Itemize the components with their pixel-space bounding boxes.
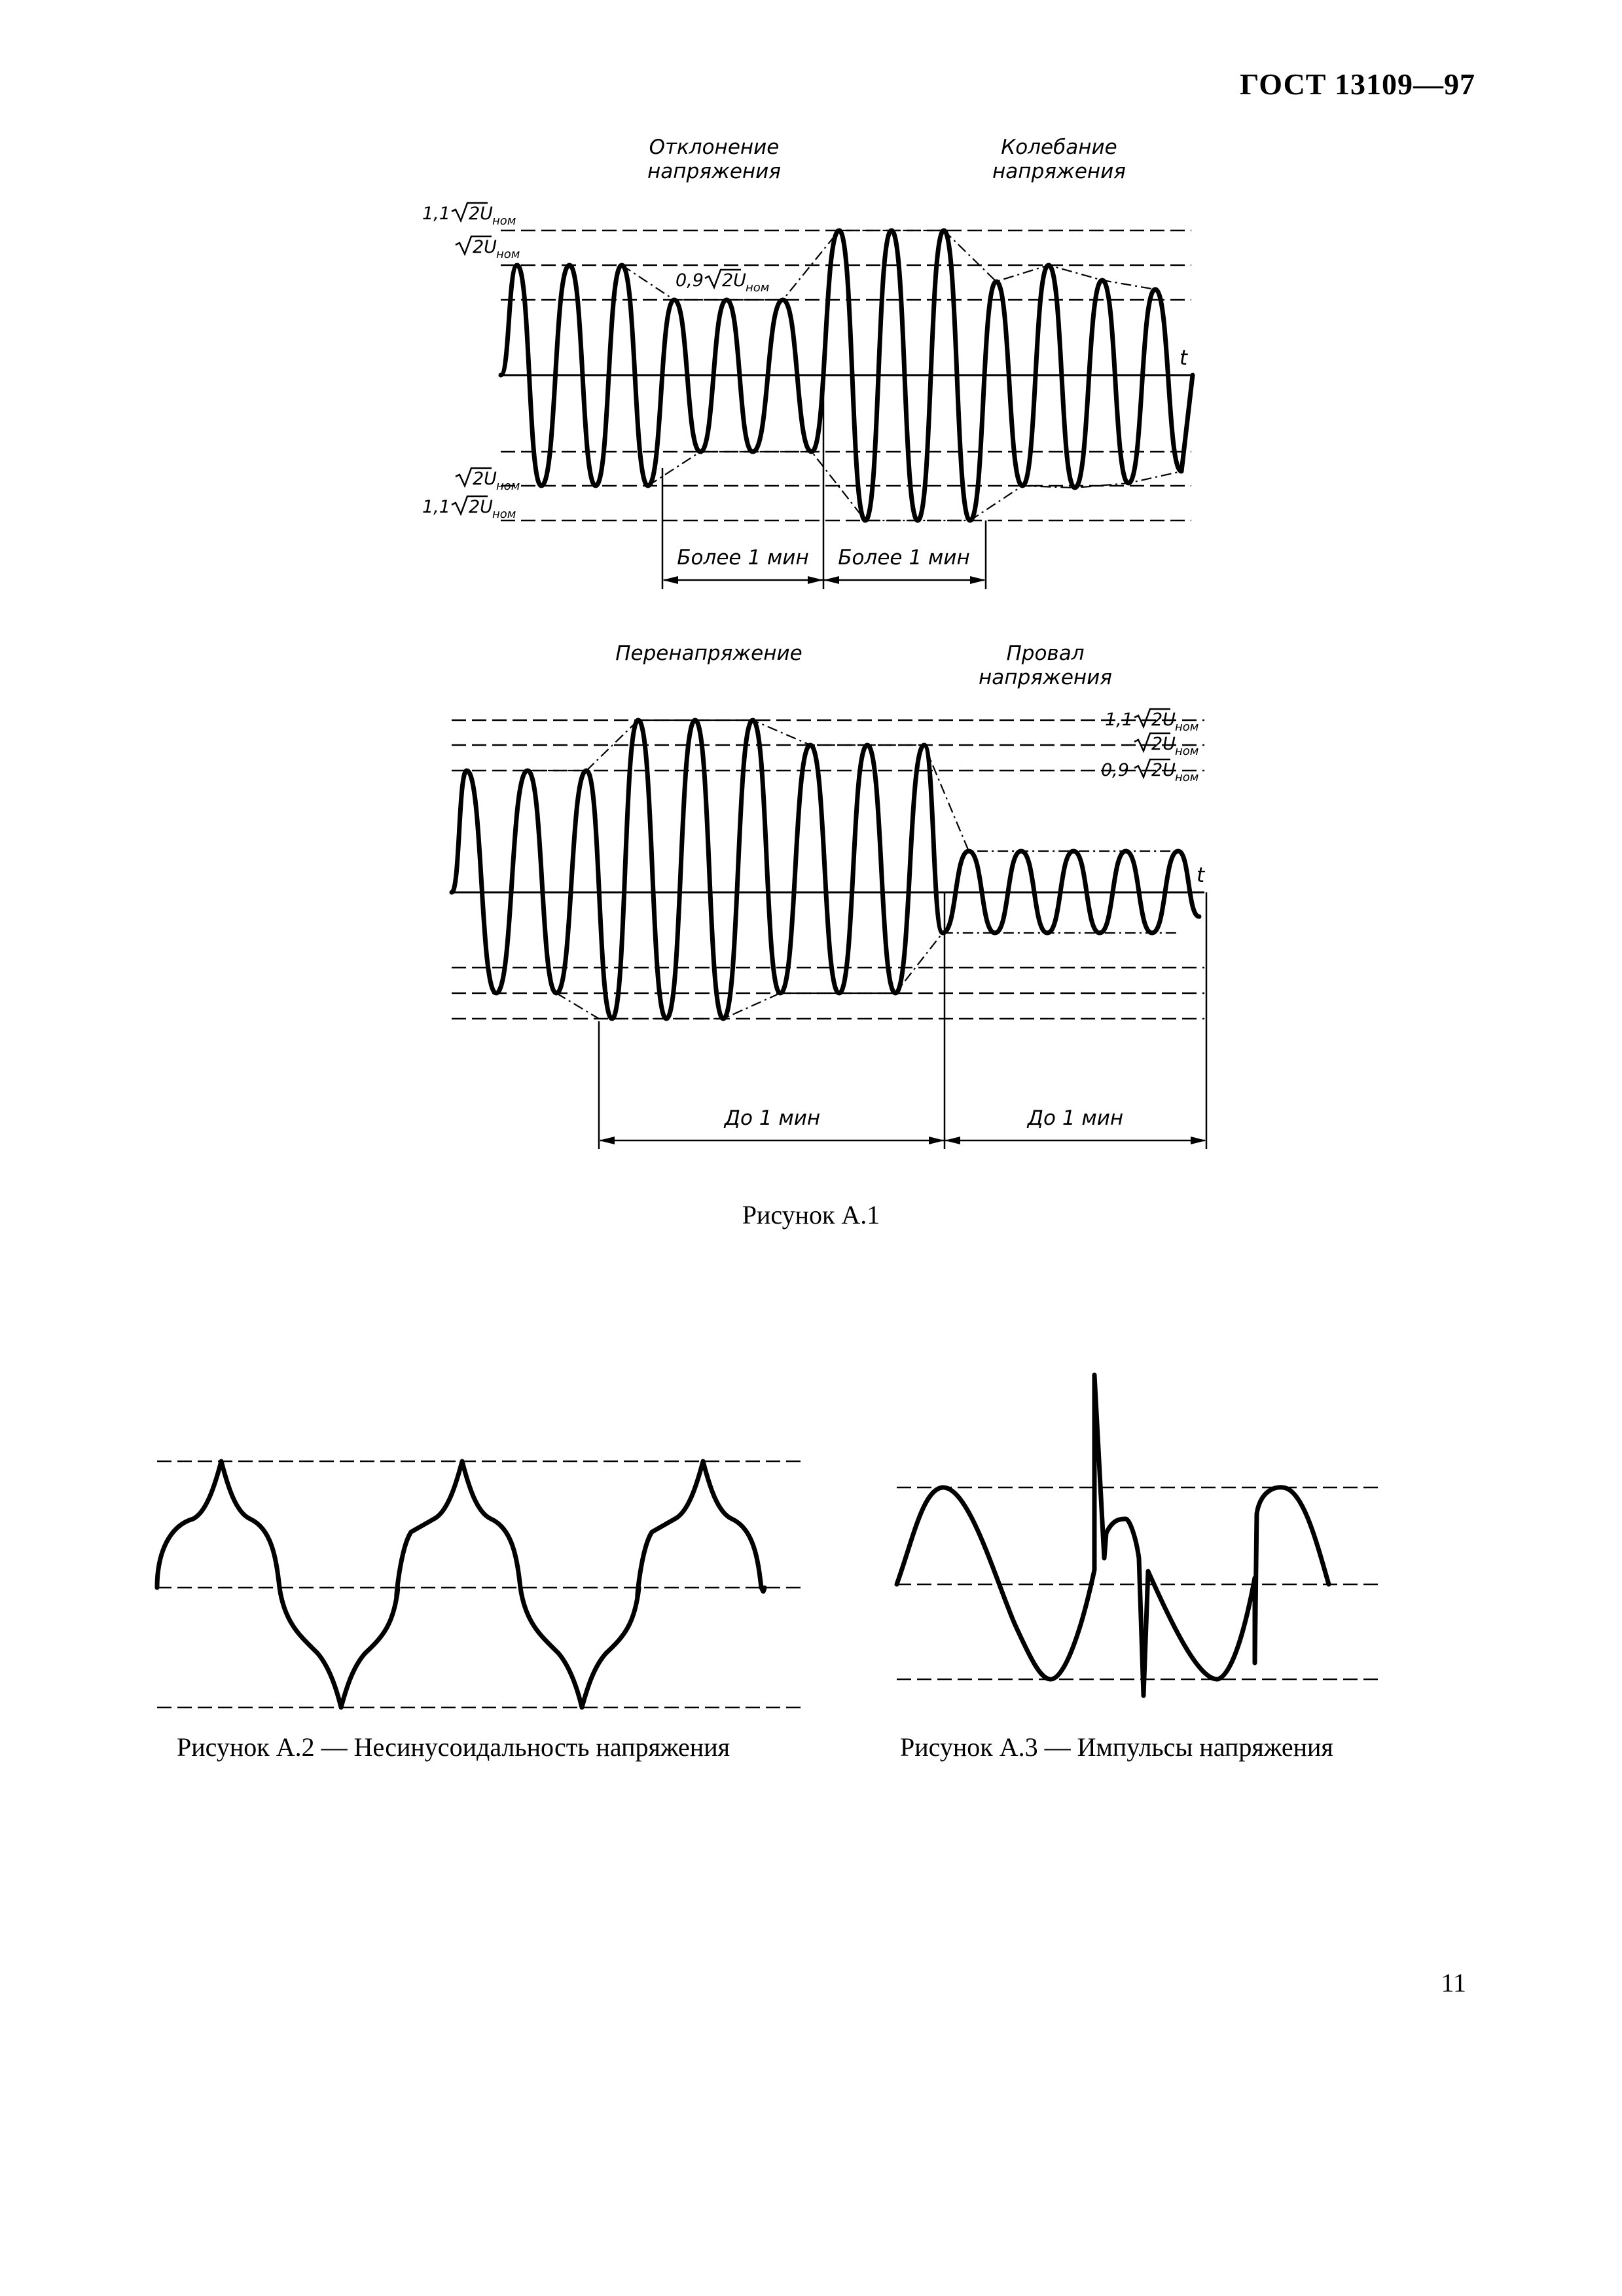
svg-text:ном: ном (496, 479, 520, 493)
level-label-1-1-neg-top (422, 496, 516, 521)
voltage-dip-label-2: напряжения (979, 666, 1112, 689)
svg-text:1,1: 1,1 (1105, 710, 1133, 730)
span-label-1: Более 1 мин (677, 546, 809, 570)
svg-text:ном: ном (492, 507, 516, 521)
span-label-1: До 1 мин (724, 1106, 821, 1130)
svg-text:ном: ном (1175, 744, 1199, 758)
fluctuation-label: Колебание (1001, 136, 1117, 159)
figure-a3-impulses (0, 1362, 1622, 1741)
figure-a1-caption: Рисунок А.1 (742, 1200, 880, 1230)
standard-number: ГОСТ 13109—97 (1240, 67, 1475, 101)
svg-text:ном: ном (746, 281, 770, 295)
svg-text:2U: 2U (1151, 710, 1176, 730)
level-label-1-1-top (422, 203, 516, 228)
svg-text:1,1: 1,1 (422, 204, 450, 224)
level-label-1-neg-top (456, 468, 520, 493)
svg-text:2U: 2U (473, 469, 497, 489)
span-label-2: До 1 мин (1027, 1106, 1124, 1130)
svg-text:0,9: 0,9 (676, 270, 704, 291)
svg-text:2U: 2U (469, 497, 493, 517)
svg-text:ном: ном (1175, 720, 1199, 734)
fluctuation-label-2: напряжения (992, 160, 1126, 183)
level-label-0-9-bottom (1101, 759, 1198, 784)
impulse-waveform (897, 1375, 1329, 1696)
svg-text:0,9: 0,9 (1101, 760, 1129, 780)
svg-text:2U: 2U (469, 204, 493, 224)
deviation-label-2: напряжения (647, 160, 781, 183)
time-axis-label: t (1180, 346, 1188, 370)
deviation-label: Отклонение (649, 136, 780, 159)
figure-a3-caption: Рисунок А.3 — Импульсы напряжения (900, 1732, 1333, 1762)
svg-text:2U: 2U (473, 237, 497, 257)
svg-text:2U: 2U (1151, 734, 1176, 754)
time-axis-label: t (1197, 864, 1205, 887)
level-label-1-1-bottom (1105, 709, 1198, 734)
svg-text:ном: ном (492, 214, 516, 228)
page-number: 11 (1441, 1968, 1466, 1997)
svg-text:ном: ном (496, 247, 520, 261)
figure-a2-caption: Рисунок А.2 — Несинусоидальность напряжения (177, 1732, 730, 1762)
figure-a1-bottom (0, 629, 1622, 1165)
svg-text:2U: 2U (722, 270, 746, 291)
level-label-0-9-top (676, 270, 769, 295)
svg-text:2U: 2U (1151, 760, 1176, 780)
overvoltage-label: Перенапряжение (615, 642, 802, 665)
svg-text:1,1: 1,1 (422, 497, 450, 517)
voltage-waveform (452, 720, 1199, 1019)
svg-text:ном: ном (1175, 771, 1199, 784)
voltage-dip-label: Провал (1006, 642, 1085, 665)
span-label-2: Более 1 мин (838, 546, 970, 570)
level-label-1-top (456, 236, 520, 261)
